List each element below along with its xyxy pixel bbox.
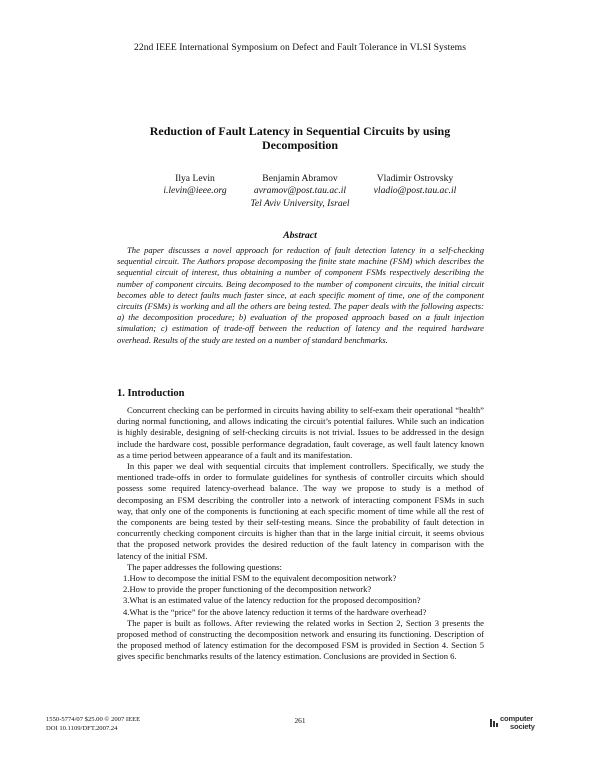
paragraph: The paper addresses the following questions:: [127, 561, 282, 572]
author-2: [240, 173, 360, 197]
author-1: [140, 173, 250, 197]
paragraph: In this paper we deal with sequential circuits that implement controllers. Specifically, we study the mentioned trade-offs in order to formulate guidelines for synthesis of controller circuits which should possess some required latency-overhead balance. The way we propose to study is a method of decomposing an FSM describing the controller into a network of interacting component FSMs in such way, that only one of the components is functioning at each specific moment of time while all the rest of the components are being tested by their self-testing means. Since the probability of fault detection in concurrently checking component circuits is higher than that in the large initial circuit, it seems obvious that the proposed network provides the desired reduction of the fault latency in comparison with the latency of the initial FSM.: [117, 461, 484, 561]
author-email: avramov@post.tau.ac.il: [253, 185, 347, 196]
computer-society-logo: [488, 712, 548, 734]
footer-isbn: 1550-5774/07 $25.00 © 2007 IEEE: [46, 716, 141, 723]
author-name: Benjamin Abramov: [262, 173, 338, 184]
author-email: vladio@post.tau.ac.il: [373, 185, 457, 196]
question-item: 2.How to provide the proper functioning of the decomposition network?: [123, 584, 372, 595]
page-number: 261: [294, 716, 306, 725]
paragraph: The paper is built as follows. After reviewing the related works in Section 2, Section 3 presents the proposed method of constructing the decomposition network and ensuring its functioning. Description of the proposed method of latency estimation for the decomposed FSM is provided in Section 4. Section 5 gives specific benchmarks results of the latency estimation. Conclusions are provided in Section 6.: [117, 617, 484, 662]
author-email: i.levin@ieee.org: [163, 185, 227, 196]
abstract-text: The paper discusses a novel approach for reduction of fault detection latency in a self-checking sequential circuit. The Authors propose decomposing the finite state machine (FSM) which describes the sequential circuit of interest, thus obtaining a number of component FSMs respectively describing the number of component circuits. Being decomposed to the number of component circuits, the initial circuit becomes able to detect faults much faster since, at each specific moment of time, one of the component circuits (FSMs) is working and all the others are being tested. The paper deals with the following aspects: a) the decomposition procedure; b) evaluation of the proposed approach based on a fault injection simulation; c) estimation of trade-off between the reduction of latency and the required hardware overhead. Results of the study are tested on a number of standard benchmarks.: [117, 245, 484, 345]
conference-header: 22nd IEEE International Symposium on Defect and Fault Tolerance in VLSI Systems: [134, 42, 466, 53]
affiliation: Tel Aviv University, Israel: [250, 198, 350, 209]
footer-doi: DOI 10.1109/DFT.2007.24: [46, 724, 118, 732]
author-3: [360, 173, 470, 197]
logo-text-line-2: society: [510, 722, 535, 731]
section-heading-introduction: 1. Introduction: [117, 388, 185, 399]
author-name: Ilya Levin: [175, 173, 215, 184]
logo-text-line-1: computer: [500, 714, 533, 723]
title-line-2: Decomposition: [262, 138, 338, 152]
paper-title: [80, 124, 520, 152]
abstract-heading: Abstract: [283, 230, 317, 241]
paragraph: Concurrent checking can be performed in circuits having ability to self-exam their operational “health” during normal functioning, and allows indicating the circuit’s potential failures. While such an indication is highly desirable, designing of self-checking circuits is not trivial. Issues to be addressed in the design include the hardware cost, possible performance degradation, fault coverage, as well fault latency known as a time period between appearance of a fault and its manifestation.: [117, 405, 484, 460]
computer-society-mark-icon: [489, 718, 499, 728]
author-name: Vladimir Ostrovsky: [376, 173, 454, 184]
title-line-1: Reduction of Fault Latency in Sequential Circuits by using: [149, 124, 451, 138]
question-item: 1.How to decompose the initial FSM to the equivalent decomposition network?: [123, 573, 397, 584]
question-item: 3.What is an estimated value of the latency reduction for the proposed decomposition?: [123, 595, 421, 606]
question-item: 4.What is the “price” for the above latency reduction it terms of the hardware overhead?: [123, 606, 427, 617]
introduction-body: [117, 405, 484, 663]
